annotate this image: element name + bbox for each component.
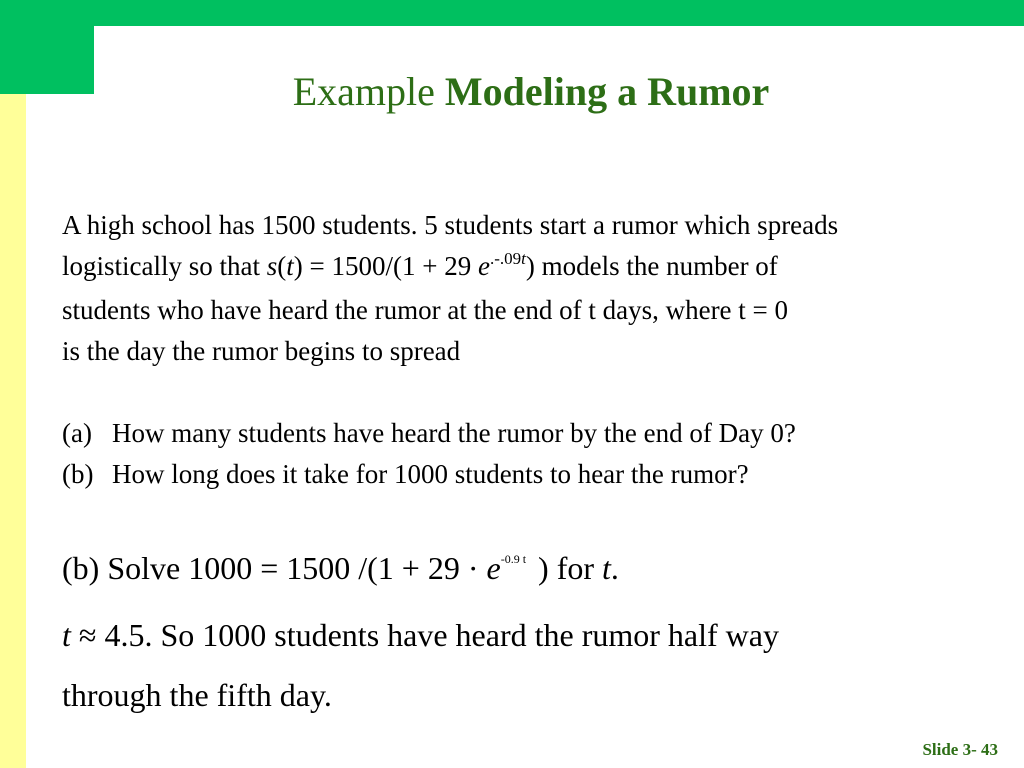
function-s: s xyxy=(266,251,278,281)
problem-line-2-post: ) models the number of xyxy=(525,251,778,281)
top-accent-bar xyxy=(0,0,1024,26)
answer-euler-e: e xyxy=(486,550,501,586)
slide-title xyxy=(26,68,1024,116)
exponent xyxy=(490,249,526,268)
problem-line-3: students who have heard the rumor at the end of t days, where t = 0 xyxy=(62,295,789,325)
paren-open: ( xyxy=(277,251,287,281)
problem-line-2-pre: logistically so that xyxy=(62,251,267,281)
answer-for: ) for xyxy=(530,550,603,586)
answer-line-1 xyxy=(62,538,1002,605)
title-main: Modeling a Rumor xyxy=(444,69,770,114)
problem-line-2 xyxy=(62,246,992,290)
slide-number: Slide 3- 43 xyxy=(922,740,998,759)
answer-line-2-text: ≈ 4.5. So 1000 students have heard the rumor half way xyxy=(70,617,779,653)
question-list xyxy=(62,413,992,495)
formula-rhs: ) = 1500/(1 + 29 xyxy=(293,251,478,281)
problem-line-1: A high school has 1500 students. 5 students start a rumor which spreads xyxy=(62,210,839,240)
answer-equation: (b) Solve 1000 = 1500 /(1 + 29 · xyxy=(62,550,487,586)
answer-period: . xyxy=(610,550,619,586)
question-label: (b) xyxy=(62,459,94,489)
exponent-num: .-.09 xyxy=(489,249,522,268)
left-accent-strip xyxy=(0,94,26,768)
function-t: t xyxy=(286,251,294,281)
exponent-t: t xyxy=(521,249,526,268)
answer-line-2 xyxy=(62,605,1002,665)
answer-exponent: -0.9 t xyxy=(500,552,527,566)
title-prefix: Example xyxy=(292,69,435,114)
question-b xyxy=(62,454,992,495)
answer-line-3: through the fifth day. xyxy=(62,677,332,713)
question-text: How many students have heard the rumor by the end of Day 0? xyxy=(112,418,796,448)
question-label: (a) xyxy=(62,418,92,448)
problem-statement xyxy=(62,205,992,495)
answer-t: t xyxy=(602,550,611,586)
euler-e: e xyxy=(477,251,490,281)
problem-line-4: is the day the rumor begins to spread xyxy=(62,336,461,366)
question-a xyxy=(62,413,992,454)
question-text: How long does it take for 1000 students to hear the rumor? xyxy=(112,459,749,489)
answer-block xyxy=(62,538,1002,725)
answer-line-2-t: t xyxy=(62,617,71,653)
